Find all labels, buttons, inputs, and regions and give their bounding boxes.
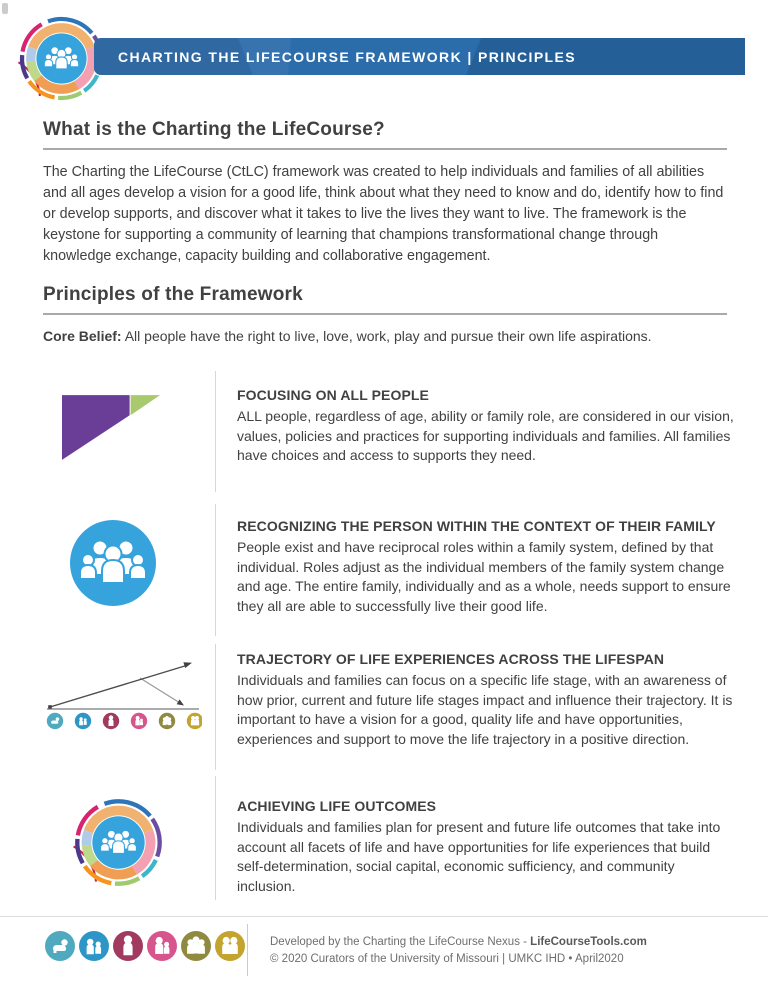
banner-title: CHARTING THE LIFECOURSE FRAMEWORK | PRINCIPLES xyxy=(118,48,576,65)
footer-credits xyxy=(270,934,647,968)
scan-artifact xyxy=(2,3,8,14)
principle-title: ACHIEVING LIFE OUTCOMES xyxy=(237,798,437,814)
lifespan-trajectory-icon xyxy=(42,652,202,732)
family-group-icon xyxy=(181,931,211,961)
intro-body: The Charting the LifeCourse (CtLC) framework was created to help individuals and families of all abilities and all ages develop a vision for a good life, think about what they need to know and do, identify how to find or develop supports, and discover what it takes to live the lives they want to live. The framework is the keystone for supporting a community of learning that champions transformational change through knowledge exchange, capacity building and collaborative engagement. xyxy=(43,164,724,264)
principle-title: FOCUSING ON ALL PEOPLE xyxy=(237,387,429,403)
core-belief-text: All people have the right to live, love, work, play and pursue their own life aspirations. xyxy=(124,328,652,344)
older-adults-icon xyxy=(215,931,245,961)
principle-body: People exist and have reciprocal roles within a family system, defined by that individual. Roles adjust as the individual members of the family system change and age. The entire family, individually and as a whole, needs support to ensure they all are able to successfully live their good life. xyxy=(237,539,731,614)
intro-section xyxy=(43,119,727,267)
principle-body: Individuals and families plan for present and future life outcomes that take into account all facets of life and have opportunities for life experiences that build self-determination, social capital, economic sufficiency, and community inclusion. xyxy=(237,819,721,894)
young-adult-icon xyxy=(113,931,143,961)
copyright-line: © 2020 Curators of the University of Missouri | UMKC IHD • April2020 xyxy=(270,953,624,965)
child-icon xyxy=(79,931,109,961)
core-belief-label: Core Belief: xyxy=(43,328,122,344)
focus-triangle-icon xyxy=(62,395,160,462)
principle-body: ALL people, regardless of age, ability or family role, are considered in our vision, values, policies and practices for supporting individuals and families. All families have choices and access to supports they need. xyxy=(237,408,734,463)
credit-line: Developed by the Charting the LifeCourse Nexus - LifeCourseTools.com xyxy=(270,936,647,948)
intro-heading: What is the Charting the LifeCourse? xyxy=(43,119,727,150)
principle-row xyxy=(40,644,732,770)
life-stage-icons xyxy=(45,931,245,961)
principle-title: RECOGNIZING THE PERSON WITHIN THE CONTEXT OF THEIR FAMILY xyxy=(237,518,716,534)
principle-title: TRAJECTORY OF LIFE EXPERIENCES ACROSS THE LIFESPAN xyxy=(237,651,665,667)
footer-vertical-divider xyxy=(247,924,248,976)
principle-row xyxy=(40,504,732,636)
principle-row xyxy=(40,371,732,492)
principle-body: Individuals and families can focus on a specific life stage, with an awareness of how prior, current and future life stages impact and influence their trajectory. It is important to have a vision for a good, quality life and have opportunities, experiences and support to move the life trajectory in a positive direction. xyxy=(237,672,733,747)
core-belief xyxy=(43,326,727,346)
footer-divider-line xyxy=(0,916,768,917)
parent-and-child-icon xyxy=(147,931,177,961)
infant-icon xyxy=(45,931,75,961)
family-circle-icon xyxy=(70,520,156,606)
principles-heading: Principles of the Framework xyxy=(43,284,727,315)
life-outcomes-rings-icon xyxy=(70,794,167,891)
principle-row xyxy=(40,776,732,900)
header-banner xyxy=(94,38,745,75)
principles-section-header xyxy=(43,284,727,315)
lifecoursetools-link[interactable]: LifeCourseTools.com xyxy=(530,936,647,948)
